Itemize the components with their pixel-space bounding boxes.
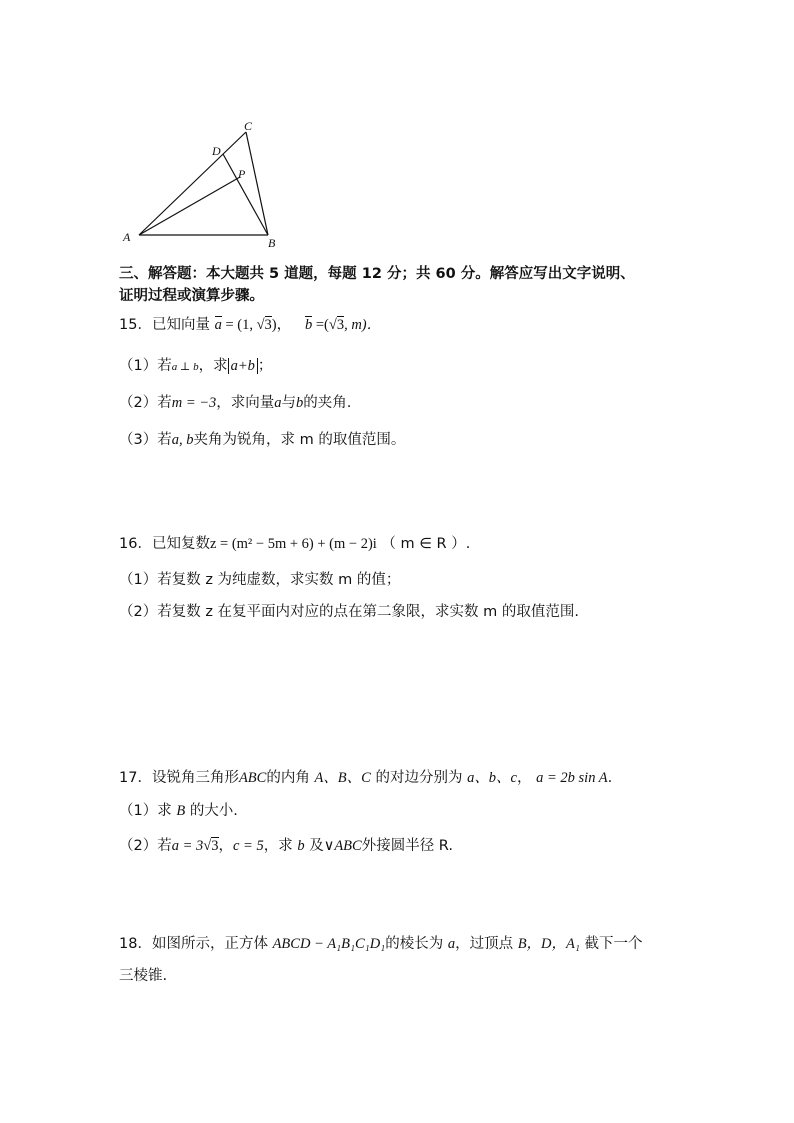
q15-p2-a: a (274, 395, 282, 411)
q17-p2-end: 外接圆半径 R. (361, 838, 453, 854)
q17-p2-label: （2）若 (119, 838, 172, 854)
q17-p1-label: （1）求 (119, 803, 172, 819)
q18-points: B，D，A₁ (517, 936, 580, 952)
q17-sides: a、b、c (467, 770, 517, 786)
label-d: D (212, 144, 221, 158)
q17-part1 (119, 801, 238, 821)
segment-bc (246, 132, 268, 235)
q17-p2-and: 及 (309, 838, 324, 854)
q17-p2-ask: ，求 (263, 838, 293, 854)
q17-p2-a: a = 3 (171, 838, 204, 854)
q17-p1-end: 的大小. (189, 803, 238, 819)
q18-number: 18． (119, 936, 152, 952)
q15-stem-prefix: 已知向量 (151, 317, 210, 333)
q17-p2-sep: ， (218, 838, 233, 854)
q17-p2-tri: ∨ABC (323, 838, 362, 854)
q15-p1-ask: ，求 (198, 358, 228, 374)
q15-vec-a: a (214, 317, 222, 333)
q17-part2: （2）若a = 3√3，c = 5，求 b 及∨ABC外接圆半径 R. (119, 838, 453, 854)
q17-abc: ABC (238, 770, 267, 786)
q18-cube: ABCD − A₁B₁C₁D₁ (272, 936, 386, 952)
q17-stem-mid2: 的对边分别为 (375, 770, 463, 786)
q15-p3-end: 夹角为锐角，求 m 的取值范围。 (193, 432, 406, 448)
q18-stem-end: 截下一个 (584, 936, 643, 952)
q18-stem (119, 934, 643, 954)
q15-p2-with: 与 (281, 395, 297, 411)
q15-part1 (119, 356, 272, 377)
q15-vec-a-value: = (1, (221, 317, 257, 333)
q17-stem (119, 768, 612, 788)
q16-part2: （2）若复数 z 在复平面内对应的点在第二象限，求实数 m 的取值范围. (119, 604, 580, 620)
q17-p2-c: c = 5 (233, 838, 264, 854)
triangle-figure (118, 118, 288, 253)
q15-vec-b: b (304, 317, 313, 333)
q16-stem (119, 534, 470, 554)
q15-p1-end: ； (257, 358, 273, 374)
q15-vec-b-tail: , m)． (344, 317, 382, 333)
q18-a: a (447, 936, 456, 952)
q15-part2 (119, 393, 351, 413)
label-p: P (238, 167, 246, 181)
q15-p1-cond: a ⊥ b (171, 361, 199, 373)
q15-p2-end: 的夹角. (303, 395, 352, 411)
q18-stem-mid2: ，过顶点 (455, 936, 514, 952)
label-a: A (123, 230, 131, 244)
q17-p1-b: B (176, 803, 186, 819)
q17-stem-mid: 的内角 (266, 770, 310, 786)
section-heading-line2: 证明过程或演算步骤。 (119, 288, 264, 304)
q17-stem-prefix: 设锐角三角形 (151, 770, 239, 786)
q17-p2-sqrt: 3 (211, 838, 219, 854)
q15-p2-b: b (296, 395, 304, 411)
q17-angles: A、B、C (314, 770, 371, 786)
q15-number: 15． (119, 317, 152, 333)
q15-p2-cond: m = −3 (171, 395, 217, 411)
q16-stem-prefix: 已知复数 (151, 536, 210, 552)
q15-p2-label: （2）若 (119, 395, 172, 411)
q15-p1-expr: a+b (228, 358, 258, 374)
q16-part1: （1）若复数 z 为纯虚数，求实数 m 的值； (119, 572, 401, 588)
q15-p2-ask: ，求向量 (216, 395, 275, 411)
q17-comma: ， (517, 770, 532, 786)
section-heading-line1: 三、解答题：本大题共 5 道题，每题 12 分；共 60 分。解答应写出文字说明、 (119, 266, 635, 282)
q15-p3-vecs: a, b (171, 432, 194, 448)
q18-stem-prefix: 如图所示，正方体 (151, 936, 268, 952)
q16-z-expr: z = (m² − 5m + 6) + (m − 2)i (209, 536, 377, 552)
q15-sqrt3: 3 (264, 317, 272, 333)
q18-stem-mid: 的棱长为 (385, 936, 444, 952)
q16-number: 16． (119, 536, 152, 552)
label-c: C (244, 119, 253, 133)
label-b: B (268, 236, 276, 250)
q17-number: 17． (119, 770, 152, 786)
q16-domain: （ m ∈ R ）. (381, 536, 471, 552)
q15-vec-b-value: =( (312, 317, 329, 333)
q15-part3 (119, 430, 405, 450)
q17-eq: a = 2b sin A (536, 770, 608, 786)
segment-ac (139, 132, 246, 235)
q15-p1-label: （1）若 (119, 358, 172, 374)
q15-stem: 15．已知向量 a = (1, √3)， b =(√3, m)． (119, 317, 382, 333)
q17-end: . (607, 770, 613, 786)
q15-close-paren: )， (271, 317, 292, 333)
q17-p2-b: b (297, 838, 305, 854)
segment-db (223, 154, 268, 235)
q15-p3-label: （3）若 (119, 432, 172, 448)
q18-line2: 三棱锥. (119, 968, 168, 984)
